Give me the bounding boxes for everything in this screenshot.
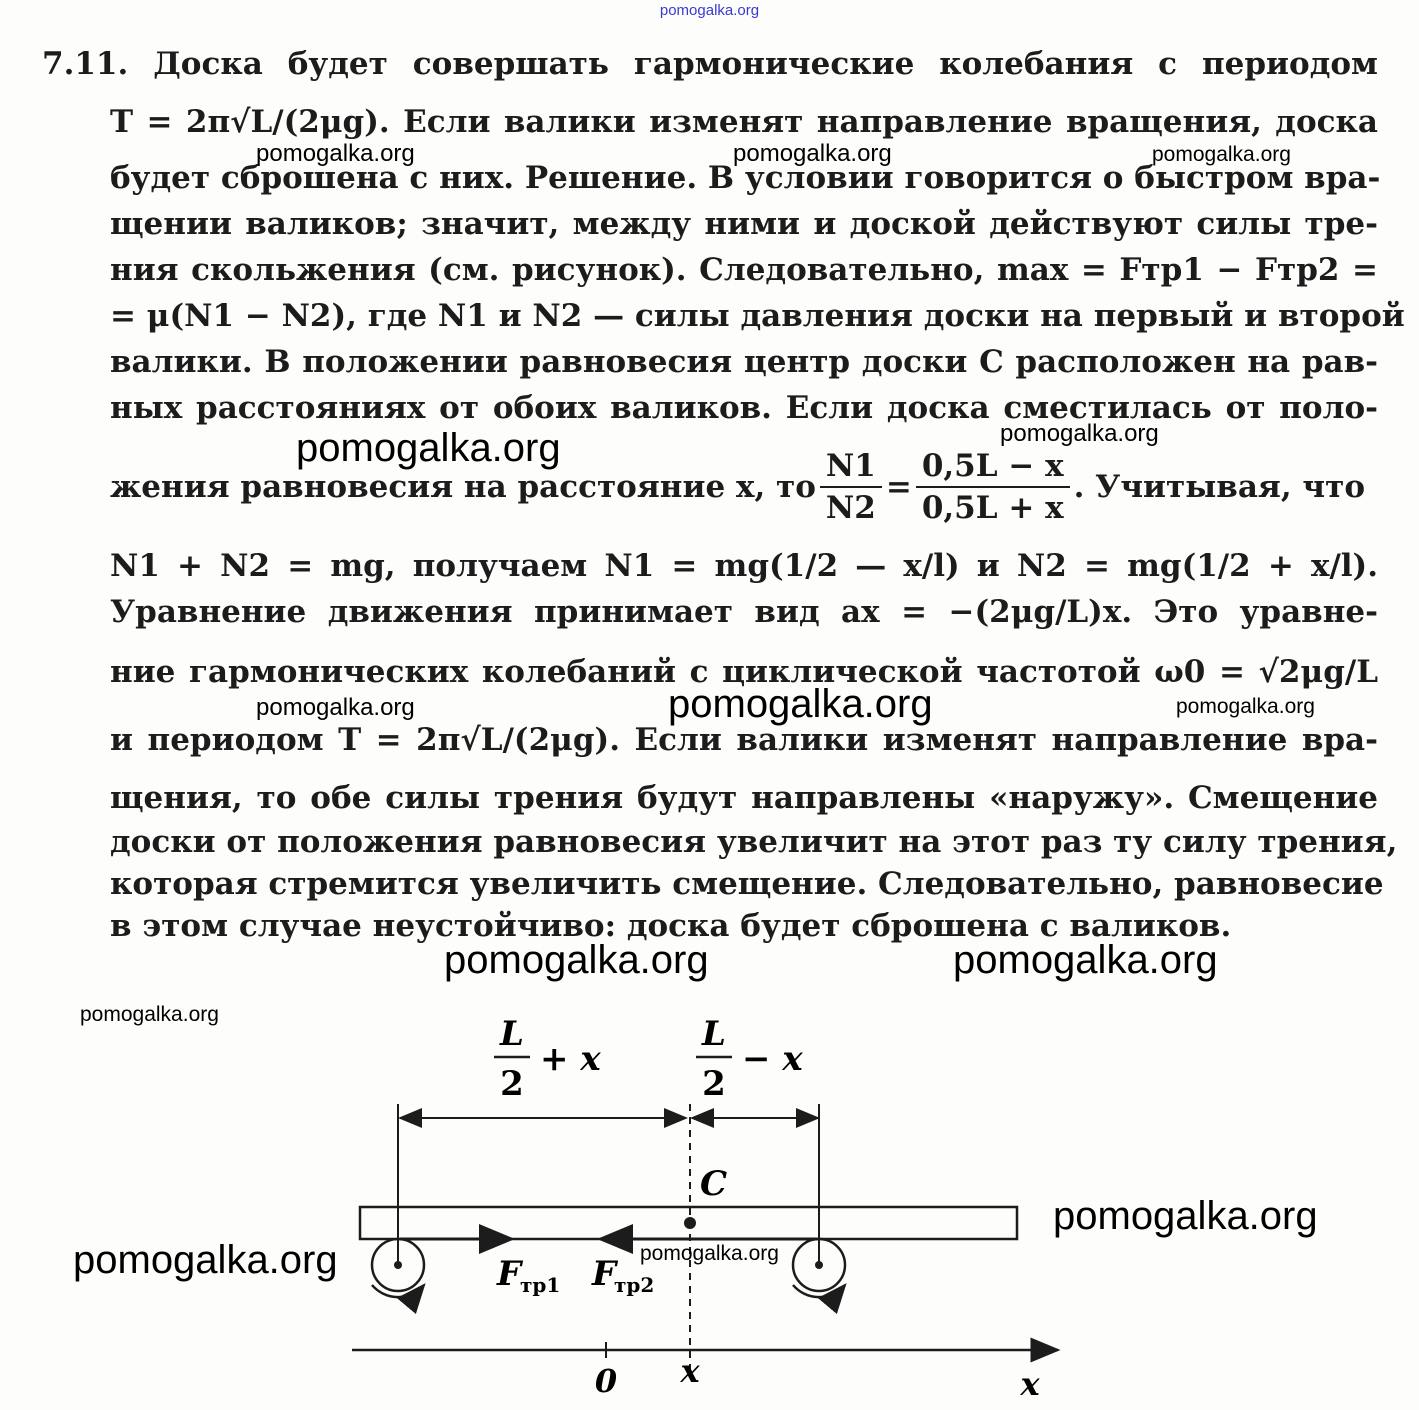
fraction-denominator: N2	[825, 490, 876, 526]
watermark: pomogalka.org	[1053, 1194, 1318, 1238]
text-line: доски от положения равновесия увеличит на этот раз ту силу трения,	[110, 824, 1398, 860]
text-line: в этом случае неустойчиво: доска будет сброшена с валиков.	[110, 908, 1232, 944]
dim-right-suffix: − x	[742, 1039, 803, 1079]
text-line: ния скольжения (см. рисунок). Следовательно, max = Fтр1 − Fтр2 =	[110, 252, 1378, 288]
force1-label: F	[497, 1254, 522, 1294]
text-line: = μ(N1 − N2), где N1 и N2 — силы давления доски на первый и второй	[110, 298, 1405, 334]
watermark: pomogalka.org	[1000, 420, 1159, 447]
text-fragment: . Учитывая, что	[1073, 469, 1365, 505]
dim-left-suffix: + x	[540, 1039, 601, 1079]
fraction-numerator: N1	[820, 446, 882, 488]
text-line: которая стремится увеличить смещение. Следовательно, равновесие	[110, 866, 1384, 902]
text-line: T = 2π√L/(2μg). Если валики изменят направление вращения, доска	[110, 104, 1378, 140]
watermark: pomogalka.org	[256, 140, 415, 167]
fraction-numerator: 0,5L − x	[916, 446, 1070, 488]
text-line: щения, то обе силы трения будут направлены «наружу». Смещение	[110, 780, 1378, 816]
site-link[interactable]: pomogalka.org	[659, 2, 760, 19]
watermark: pomogalka.org	[444, 938, 709, 982]
watermark: pomogalka.org	[668, 682, 933, 726]
equals-sign: =	[885, 469, 912, 505]
text-line: 7.11. Доска будет совершать гармонические колебания с периодом	[42, 46, 1378, 82]
center-label: C	[700, 1164, 728, 1204]
text-line: ние гармонических колебаний с циклической частотой ω0 = √2μg/L	[110, 654, 1378, 690]
dim-left-denominator: 2	[500, 1064, 524, 1104]
axis-x-mark-label: x	[680, 1352, 700, 1390]
text-line: валики. В положении равновесия центр доски C расположен на рав-	[110, 344, 1378, 380]
center-point	[684, 1217, 696, 1229]
fraction-denominator: 0,5L + x	[921, 490, 1064, 526]
force1-sub: тр1	[520, 1273, 561, 1297]
watermark: pomogalka.org	[256, 694, 415, 721]
dim-right-denominator: 2	[702, 1064, 726, 1104]
text-line: Уравнение движения принимает вид ax = −(2μg/L)x. Это уравне-	[110, 594, 1378, 630]
watermark: pomogalka.org	[953, 938, 1218, 982]
text-line: щении валиков; значит, между ними и доской действуют силы тре-	[110, 206, 1378, 242]
dim-right-numerator: L	[702, 1014, 726, 1054]
watermark: pomogalka.org	[296, 426, 561, 470]
dim-left-numerator: L	[500, 1014, 524, 1054]
force2-label: F	[592, 1254, 617, 1294]
watermark: pomogalka.org	[80, 1003, 219, 1026]
text-fragment: жения равновесия на расстояние x, то	[110, 469, 816, 505]
watermark: pomogalka.org	[733, 140, 892, 167]
text-line: будет сброшена с них. Решение. В условии говорится о быстром вра-	[110, 160, 1381, 196]
watermark: pomogalka.org	[73, 1238, 338, 1282]
text-line: N1 + N2 = mg, получаем N1 = mg(1/2 — x/l) и N2 = mg(1/2 + x/l).	[110, 548, 1378, 584]
axis-origin-label: 0	[594, 1362, 618, 1400]
force2-sub: тр2	[614, 1273, 655, 1297]
text-line: и периодом T = 2π√L/(2μg). Если валики изменят направление вра-	[110, 722, 1378, 758]
text-line: ных расстояниях от обоих валиков. Если доска сместилась от поло-	[110, 390, 1378, 426]
axis-label: x	[1020, 1365, 1040, 1403]
watermark: pomogalka.org	[1152, 143, 1291, 166]
watermark: pomogalka.org	[1176, 695, 1315, 718]
watermark: pomogalka.org	[640, 1242, 779, 1265]
